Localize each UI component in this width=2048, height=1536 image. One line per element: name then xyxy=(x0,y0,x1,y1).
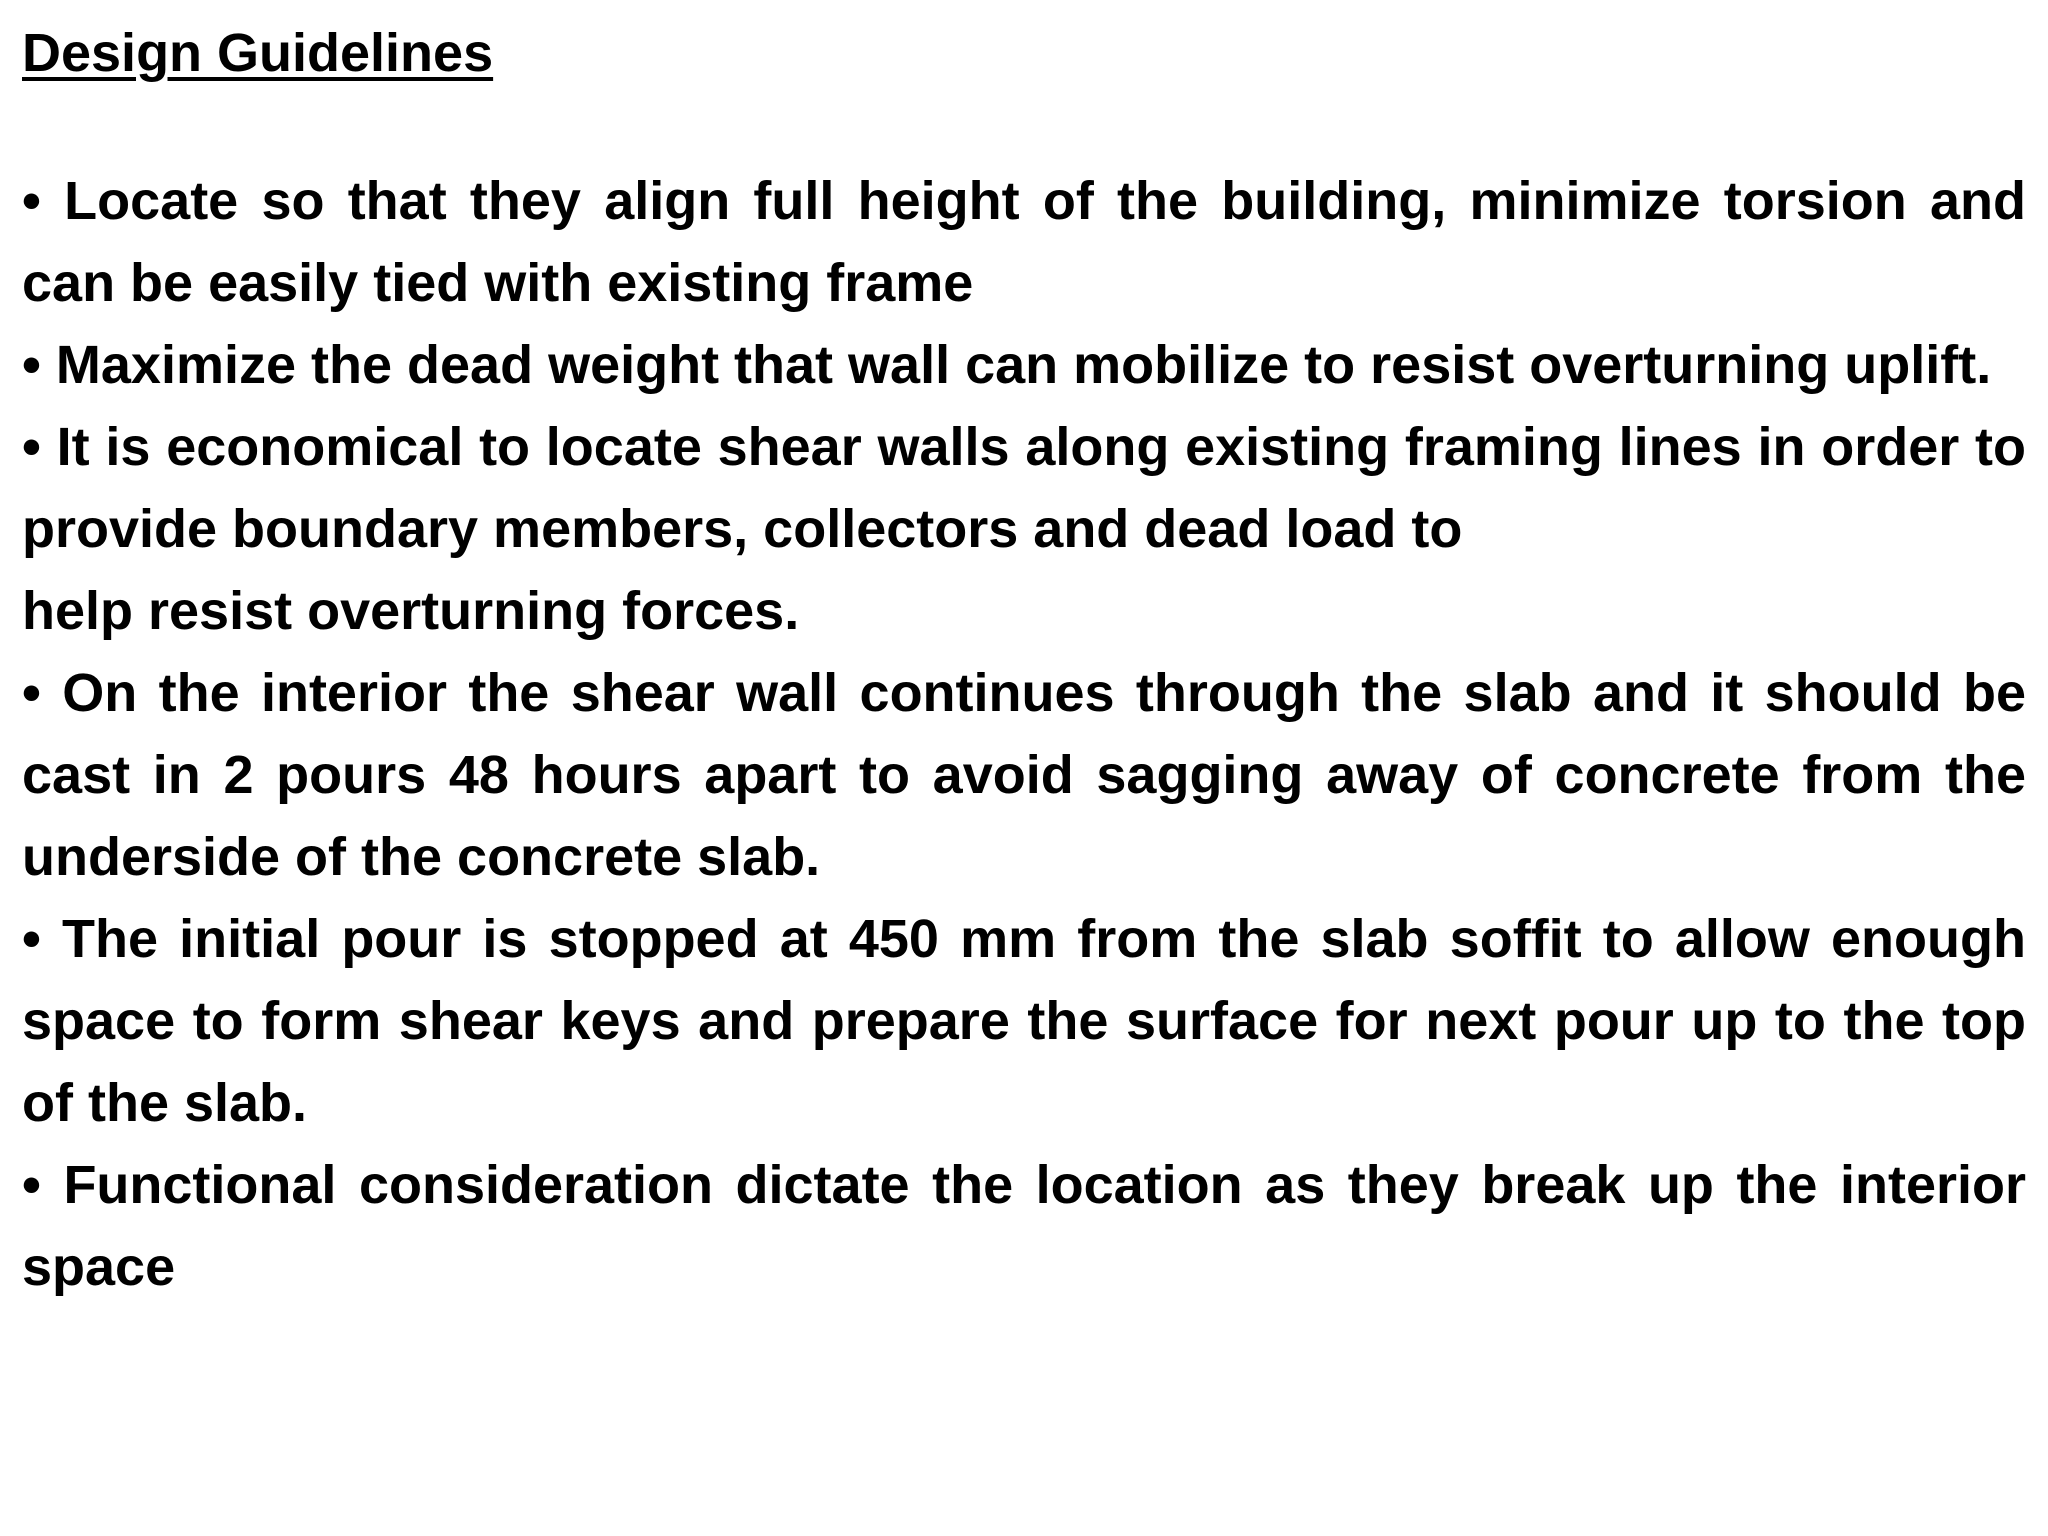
bullet-text: Locate so that they align full height of the building, minimize torsion and can be easily tied with existing frame xyxy=(22,171,2026,313)
bullet-dot-icon: • xyxy=(22,1155,41,1215)
bullet-item xyxy=(22,160,2026,324)
bullet-item xyxy=(22,324,2026,406)
slide xyxy=(22,18,2026,1308)
bullet-text: The initial pour is stopped at 450 mm from the slab soffit to allow enough space to form shear keys and prepare the surface for next pour up to the top of the slab. xyxy=(22,909,2026,1133)
bullet-dot-icon: • xyxy=(22,909,41,969)
bullet-list xyxy=(22,160,2026,1308)
bullet-text: It is economical to locate shear walls along existing framing lines in order to provide boundary members, collectors and dead load to xyxy=(22,417,2026,559)
bullet-text: Maximize the dead weight that wall can mobilize to resist overturning uplift. xyxy=(55,335,1992,395)
bullet-item xyxy=(22,898,2026,1144)
bullet-item xyxy=(22,652,2026,898)
bullet-dot-icon: • xyxy=(22,171,41,231)
bullet-continuation-text: help resist overturning forces. xyxy=(22,581,800,641)
slide-title: Design Guidelines xyxy=(22,23,494,83)
bullet-dot-icon: • xyxy=(22,417,41,477)
bullet-dot-icon: • xyxy=(22,335,41,395)
bullet-dot-icon: • xyxy=(22,663,41,723)
bullet-item xyxy=(22,1144,2026,1308)
bullet-item xyxy=(22,406,2026,652)
bullet-text: On the interior the shear wall continues through the slab and it should be cast in 2 pours 48 hours apart to avoid sagging away of concrete from the underside of the concrete slab. xyxy=(22,663,2026,887)
bullet-text: Functional consideration dictate the location as they break up the interior space xyxy=(22,1155,2026,1297)
